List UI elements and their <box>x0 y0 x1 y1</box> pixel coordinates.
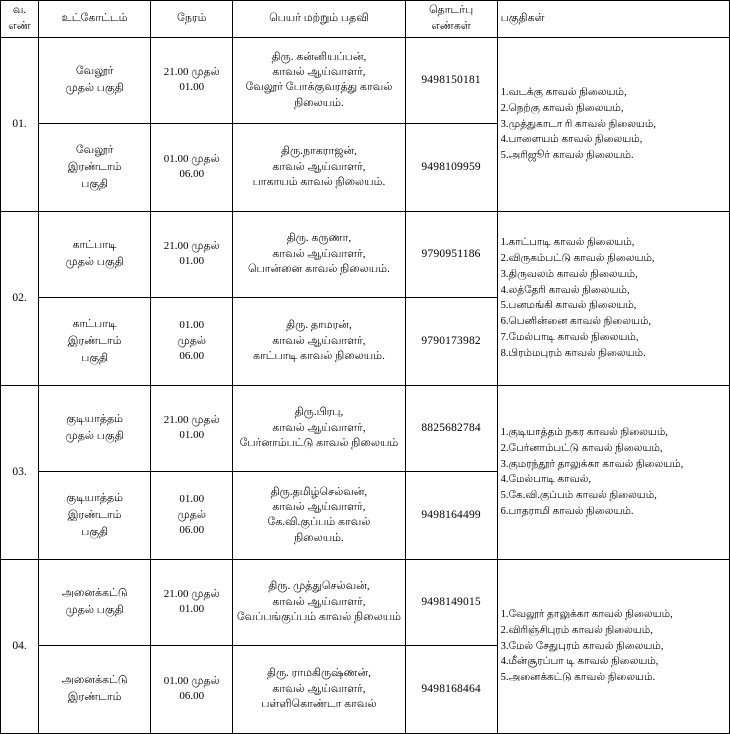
officer-line-1: திரு. தாமரன், <box>286 319 352 332</box>
officer-line-3: பாகாயம் காவல் நிலையம். <box>252 176 386 189</box>
station-line-2: 2.விருகம்பட்டு காவல் நிலையம், <box>500 253 655 265</box>
header-time-label: நேரம் <box>177 12 207 25</box>
header-phone-lines <box>409 3 494 35</box>
cell-subdivision <box>39 123 151 211</box>
time-lines <box>154 239 229 270</box>
station-line-3: 3.மேல் சேதுபுரம் காவல் நிலையம், <box>500 640 664 652</box>
cell-contact-number: 8825682784 <box>405 385 497 471</box>
officer-line-2: காவல் ஆய்வாளர், <box>272 682 366 695</box>
cell-time <box>151 385 233 471</box>
subdivision-line-2: இரண்டாம் <box>67 691 122 704</box>
cell-subdivision <box>39 211 151 297</box>
officer-line-3: வேப்பங்குப்பம் காவல் நிலையம் <box>236 611 401 624</box>
time-lines <box>154 587 229 618</box>
cell-officer-name <box>233 645 405 733</box>
officer-line-1: திரு. கருணா, <box>286 232 352 245</box>
officer-line-2: காவல் ஆய்வாளர், <box>272 247 366 260</box>
station-line-3: 3.திருவலம் காவல் நிலையம், <box>500 268 638 280</box>
station-lines <box>501 235 726 361</box>
header-zone <box>39 1 151 38</box>
time-line-2: 01.00 <box>179 429 205 442</box>
officer-line-1: திரு.பிரபு, <box>294 406 344 419</box>
subdivision-lines <box>42 585 147 619</box>
subdivision-line-2: முதல் பகுதி <box>65 604 124 617</box>
time-line-1: 21.00 முதல் <box>163 65 220 78</box>
subdivision-lines <box>42 672 147 706</box>
station-lines <box>501 425 726 520</box>
officer-line-1: திரு.தமிழ்செல்வன், <box>270 485 368 498</box>
officer-line-3: பொன்னை காவல் நிலையம். <box>247 263 390 276</box>
time-line-1: 21.00 முதல் <box>163 587 220 600</box>
cell-police-stations <box>497 385 729 559</box>
officer-line-1: திரு. முத்துசெல்வன், <box>268 580 370 593</box>
header-sno-line-2: எண் <box>8 19 31 32</box>
officer-line-3: வேலூர் போக்குவரத்து காவல் <box>245 81 393 94</box>
cell-contact-number: 9498150181 <box>405 37 497 123</box>
header-sno <box>1 1 39 38</box>
time-line-3: 06.00 <box>179 350 205 363</box>
cell-time <box>151 37 233 123</box>
cell-time <box>151 645 233 733</box>
table-row <box>1 211 730 297</box>
officer-lines <box>236 318 401 364</box>
subdivision-line-1: அனைக்கட்டு <box>61 674 128 687</box>
officer-line-1: திரு. ராமகிருஷ்ணன், <box>266 667 371 680</box>
officer-line-1: திரு.நாகராஜன், <box>281 145 357 158</box>
station-line-2: 2.பேர்னாம்பட்டு காவல் நிலையம், <box>500 442 663 454</box>
table-row <box>1 385 730 471</box>
station-line-2: 2.விரிஞ்சிபுரம் காவல் நிலையம், <box>500 624 653 636</box>
officer-line-2: காவல் ஆய்வாளர், <box>272 65 366 78</box>
officer-line-2: காவல் ஆய்வாளர், <box>272 595 366 608</box>
header-phone <box>405 1 497 38</box>
cell-serial-number: 02. <box>1 211 39 385</box>
officer-lines <box>236 485 401 547</box>
time-line-1: 21.00 முதல் <box>163 413 220 426</box>
subdivision-line-2: இரண்டாம் <box>67 160 122 173</box>
station-line-1: 1.வேலூர் தாலுக்கா காவல் நிலையம், <box>500 609 673 620</box>
time-line-2: 06.00 <box>179 168 205 181</box>
officer-lines <box>236 144 401 190</box>
subdivision-line-1: வேலூர் <box>75 65 114 78</box>
cell-subdivision <box>39 385 151 471</box>
table-body <box>1 37 730 733</box>
officer-line-2: காவல் ஆய்வாளர், <box>272 334 366 347</box>
time-line-2: 01.00 <box>179 603 205 616</box>
header-phone-line-1: தொடர்பு <box>429 4 474 16</box>
station-line-6: 6.பாதராமி காவல் நிலையம். <box>500 505 634 517</box>
subdivision-line-2: இரண்டாம் <box>67 334 122 347</box>
cell-serial-number: 04. <box>1 559 39 733</box>
officer-line-3: கே.வி.குப்பம் காவல் <box>267 516 371 529</box>
subdivision-line-1: குடியாத்தம் <box>66 413 124 426</box>
cell-officer-name <box>233 559 405 645</box>
officer-lines <box>236 666 401 712</box>
station-line-5: 5.அரிஜூர் காவல் நிலையம். <box>500 150 634 161</box>
subdivision-line-2: முதல் பகுதி <box>65 430 124 443</box>
officer-line-2: காவல் ஆய்வாளர், <box>272 160 366 173</box>
officer-line-3: பேர்னாம்பட்டு காவல் நிலையம் <box>239 437 399 450</box>
cell-police-stations <box>497 37 729 211</box>
subdivision-line-1: காட்பாடி <box>72 239 117 252</box>
officer-line-2: காவல் ஆய்வாளர், <box>272 500 366 513</box>
cell-serial-number: 01. <box>1 37 39 211</box>
header-sno-line-1: வ. <box>12 4 27 16</box>
subdivision-lines <box>42 490 147 541</box>
subdivision-lines <box>42 237 147 271</box>
station-line-3: 3.குமரந்தூர் தாலுக்கா காவல் நிலையம், <box>500 458 684 470</box>
station-line-6: 6.பெனின்னை காவல் நிலையம், <box>500 316 652 328</box>
subdivision-line-3: பகுதி <box>81 177 109 190</box>
time-lines <box>154 413 229 444</box>
cell-officer-name <box>233 297 405 385</box>
subdivision-line-1: குடியாத்தம் <box>66 491 124 504</box>
cell-contact-number: 9498168464 <box>405 645 497 733</box>
subdivision-line-1: காட்பாடி <box>72 317 117 330</box>
cell-contact-number: 9498109959 <box>405 123 497 211</box>
station-line-5: 5.கே.வி.குப்பம் காவல் நிலையம், <box>500 490 657 502</box>
cell-officer-name <box>233 37 405 123</box>
subdivision-lines <box>42 63 147 97</box>
station-line-1: 1.குடியாத்தம் நகர காவல் நிலையம், <box>500 427 668 439</box>
header-stations-label: பகுதிகள் <box>500 12 545 25</box>
officer-lines <box>236 579 401 625</box>
cell-time <box>151 211 233 297</box>
subdivision-lines <box>42 142 147 193</box>
station-line-4: 4.பாளையம் காவல் நிலையம், <box>500 134 643 146</box>
cell-officer-name <box>233 123 405 211</box>
station-line-1: 1.வடக்கு காவல் நிலையம், <box>500 87 627 98</box>
station-line-3: 3.முத்துகாடா ரி காவல் நிலையம், <box>500 118 657 130</box>
station-line-7: 7.மேல்பாடி காவல் நிலையம், <box>500 331 639 343</box>
station-line-4: 4.மீன்சூரப்பா டி காவல் நிலையம், <box>500 656 659 668</box>
header-name <box>233 1 405 38</box>
cell-subdivision <box>39 471 151 559</box>
cell-time <box>151 297 233 385</box>
time-line-2: 01.00 <box>179 255 205 268</box>
time-line-2: 01.00 <box>179 81 205 94</box>
officer-lines <box>236 405 401 451</box>
officer-line-1: திரு. கன்னியப்பன், <box>271 50 367 63</box>
header-name-label: பெயர் மற்றும் பதவி <box>269 12 369 25</box>
cell-police-stations <box>497 211 729 385</box>
cell-subdivision <box>39 559 151 645</box>
time-line-1: 01.00 <box>179 319 205 332</box>
cell-contact-number: 9498149015 <box>405 559 497 645</box>
time-line-3: 06.00 <box>179 524 205 537</box>
station-line-5: 5.பனமங்கி காவல் நிலையம், <box>500 300 637 312</box>
header-time <box>151 1 233 38</box>
header-zone-label: உட்கோட்டம் <box>61 12 128 25</box>
cell-contact-number: 9790951186 <box>405 211 497 297</box>
station-lines <box>501 85 726 164</box>
time-line-1: 01.00 முதல் <box>163 674 220 687</box>
officer-line-4: நிலையம். <box>294 96 344 109</box>
time-line-2: 06.00 <box>179 690 205 703</box>
officer-line-3: காட்பாடி காவல் நிலையம். <box>252 350 385 363</box>
header-stations <box>497 1 729 38</box>
station-line-8: 8.பிரம்மபுரம் காவல் நிலையம். <box>500 347 646 359</box>
subdivision-line-1: அனைக்கட்டு <box>61 587 128 600</box>
subdivision-line-2: முதல் பகுதி <box>65 82 124 95</box>
station-line-4: 4.லத்தேரி காவல் நிலையம், <box>500 284 630 296</box>
subdivision-line-3: பகுதி <box>81 525 109 538</box>
station-line-5: 5.அனைக்கட்டு காவல் நிலையம். <box>500 672 656 683</box>
time-lines <box>154 492 229 538</box>
table-header <box>1 1 730 38</box>
cell-subdivision <box>39 37 151 123</box>
officer-line-4: நிலையம். <box>294 531 344 544</box>
cell-time <box>151 123 233 211</box>
time-lines <box>154 65 229 96</box>
station-line-2: 2.நெற்கு காவல் நிலையம், <box>500 102 624 114</box>
table-row <box>1 37 730 123</box>
subdivision-lines <box>42 411 147 445</box>
cell-contact-number: 9498164499 <box>405 471 497 559</box>
cell-officer-name <box>233 471 405 559</box>
time-line-1: 01.00 முதல் <box>163 152 220 165</box>
cell-officer-name <box>233 211 405 297</box>
officer-lines <box>236 50 401 112</box>
time-line-2: முதல் <box>177 334 206 347</box>
officer-line-3: பள்ளிகொண்டா காவல் <box>261 698 377 711</box>
cell-time <box>151 471 233 559</box>
cell-time <box>151 559 233 645</box>
header-row <box>1 1 730 38</box>
station-line-4: 4.மேல்பாடி காவல், <box>500 474 592 486</box>
cell-officer-name <box>233 385 405 471</box>
cell-serial-number: 03. <box>1 385 39 559</box>
cell-police-stations <box>497 559 729 733</box>
officer-lines <box>236 231 401 277</box>
time-lines <box>154 674 229 705</box>
subdivision-lines <box>42 316 147 367</box>
time-lines <box>154 318 229 364</box>
cell-subdivision <box>39 297 151 385</box>
station-line-1: 1.காட்பாடி காவல் நிலையம், <box>500 237 635 249</box>
subdivision-line-2: இரண்டாம் <box>67 508 122 521</box>
subdivision-line-2: முதல் பகுதி <box>65 256 124 269</box>
station-lines <box>501 607 726 686</box>
subdivision-line-3: பகுதி <box>81 351 109 364</box>
table-row <box>1 559 730 645</box>
header-phone-line-2: எண்கள் <box>431 19 471 32</box>
cell-contact-number: 9790173982 <box>405 297 497 385</box>
cell-subdivision <box>39 645 151 733</box>
time-lines <box>154 152 229 183</box>
time-line-2: முதல் <box>177 508 206 521</box>
subdivision-line-1: வேலூர் <box>75 143 114 156</box>
officer-line-2: காவல் ஆய்வாளர், <box>272 421 366 434</box>
time-line-1: 01.00 <box>179 493 205 506</box>
header-sno-lines <box>4 3 35 35</box>
time-line-1: 21.00 முதல் <box>163 239 220 252</box>
